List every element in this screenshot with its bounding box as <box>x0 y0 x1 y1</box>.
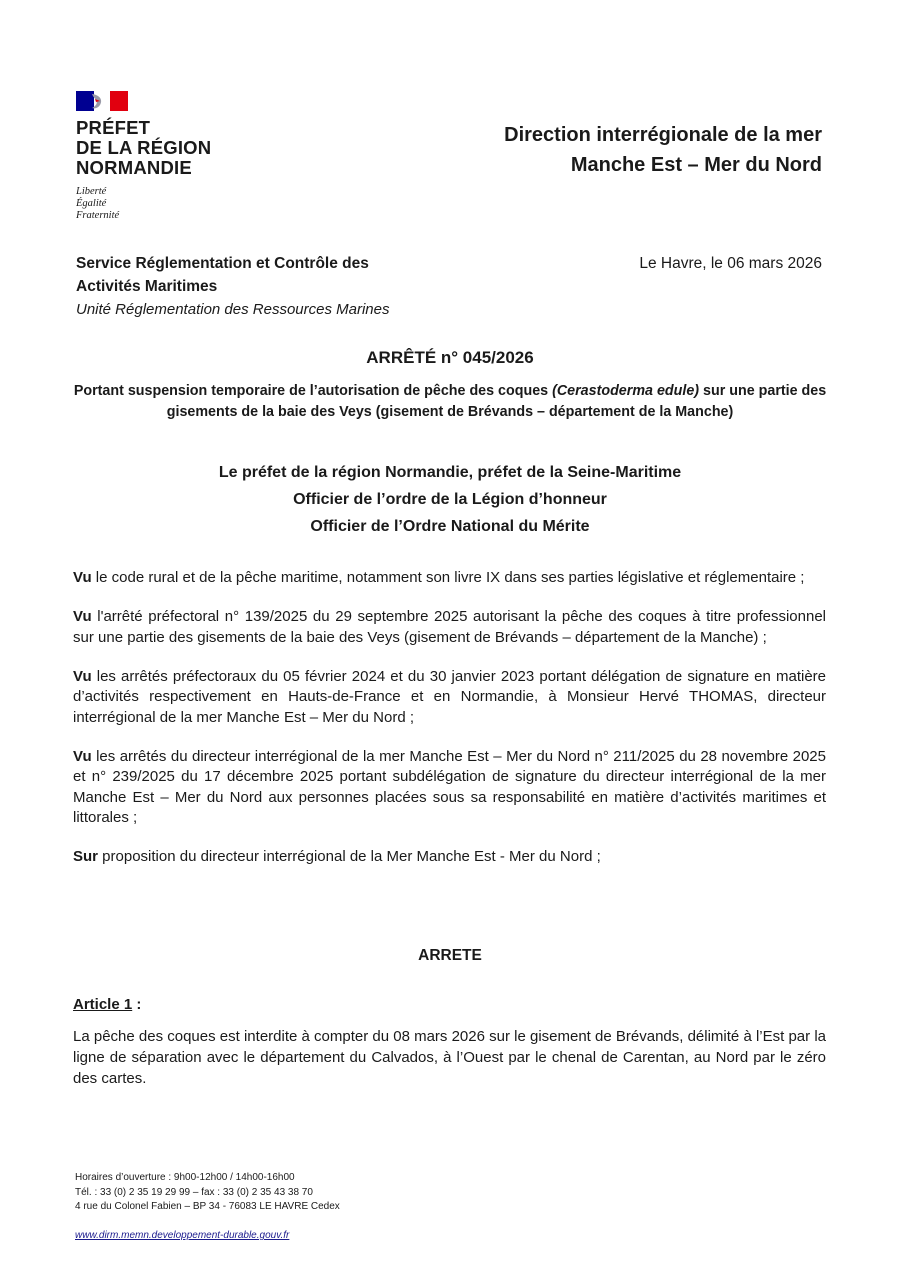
decree-title: ARRÊTÉ n° 045/2026 <box>366 348 534 367</box>
arrete-heading: ARRETE <box>418 947 482 964</box>
prefet-title-3: Officier de l’Ordre National du Mérite <box>310 518 590 535</box>
considerant-text: le code rural et de la pêche maritime, notamment son livre IX dans ses parties législative et réglementaire ; <box>91 569 805 586</box>
considerant-3 <box>73 667 826 729</box>
direction-line-1: Direction interrégionale de la mer <box>504 124 822 146</box>
considerant-lead: Sur <box>73 848 99 865</box>
decree-subtitle <box>73 381 827 423</box>
considerants <box>73 568 826 886</box>
considerant-text: les arrêtés préfectoraux du 05 février 2024 et du 30 janvier 2023 portant délégation de signature en matière d’activités respectivement en Hauts-de-France et en Normandie, à Monsieur Hervé THOMAS, directeur interrégional de la mer Manche Est – Mer du Nord ; <box>73 667 826 726</box>
considerant-lead: Vu <box>73 747 92 765</box>
republic-motto <box>76 186 156 218</box>
considerant-4 <box>73 747 826 829</box>
footer-phone: Tél. : 33 (0) 2 35 19 29 99 – fax : 33 (0) 2 35 43 38 70 <box>75 1186 313 1198</box>
service-block <box>76 252 456 321</box>
subtitle-part-1: Portant suspension temporaire de l’autorisation de pêche des coques <box>73 383 553 399</box>
considerant-2 <box>73 607 826 648</box>
article-1-label: Article 1 <box>73 996 133 1013</box>
marianne-flag-logo <box>76 91 128 111</box>
considerant-text: l'arrêté préfectoral n° 139/2025 du 29 septembre 2025 autorisant la pêche des coques à titre professionnel sur une partie des gisements de la baie des Veys (gisement de Brévands – département de la Manche) ; <box>73 608 826 646</box>
considerant-lead: Vu <box>73 569 92 586</box>
motto-liberte: Liberté <box>76 186 107 197</box>
service-line-1: Service Réglementation et Contrôle des <box>76 255 369 272</box>
considerant-text: proposition du directeur interrégional de la Mer Manche Est - Mer du Nord ; <box>98 848 601 865</box>
motto-fraternite: Fraternité <box>76 210 120 218</box>
prefet-title-1: Le préfet de la région Normandie, préfet de la Seine-Maritime <box>218 464 682 481</box>
footer-address: 4 rue du Colonel Fabien – BP 34 - 76083 LE HAVRE Cedex <box>75 1201 340 1212</box>
service-unit: Unité Réglementation des Ressources Marines <box>76 301 390 318</box>
prefet-line-3: NORMANDIE <box>76 157 192 178</box>
footer-contact <box>75 1171 475 1215</box>
direction-heading <box>402 120 822 180</box>
considerant-lead: Vu <box>73 608 92 625</box>
considerant-1 <box>73 568 826 589</box>
article-1-title <box>73 996 141 1013</box>
service-line-2: Activités Maritimes <box>76 278 218 295</box>
footer-hours: Horaires d’ouverture : 9h00-12h00 / 14h00-16h00 <box>75 1172 295 1183</box>
considerant-5 <box>73 847 826 868</box>
subtitle-part-2: sur une partie des gisements de la baie des Veys (gisement de Brévands – département de la Manche) <box>166 383 827 420</box>
direction-line-2: Manche Est – Mer du Nord <box>570 154 822 176</box>
considerant-lead: Vu <box>73 667 92 685</box>
subtitle-species: (Cerastoderma edule) <box>552 383 700 399</box>
article-1-text: La pêche des coques est interdite à compter du 08 mars 2026 sur le gisement de Brévands, délimité à l’Est par la ligne de séparation avec le département du Calvados, à l’Ouest par le chenal de Carentan, au Nord par le zéro des cartes. <box>73 1028 826 1087</box>
motto-egalite: Égalité <box>76 198 107 209</box>
document-date: Le Havre, le 06 mars 2026 <box>639 255 822 272</box>
considerant-text: les arrêtés du directeur interrégional de la mer Manche Est – Mer du Nord n° 211/2025 du 28 novembre 2025 et n° 239/2025 du 17 décembre 2025 portant subdélégation de signature du directeur interrégional de la mer Manche Est – Mer du Nord aux personnes placées sous sa responsabilité en matière d’activités maritimes et littorales ; <box>73 747 826 826</box>
prefet-title-2: Officier de l’ordre de la Légion d’honneur <box>293 491 607 508</box>
article-1-colon: : <box>132 996 142 1013</box>
prefet-line-2: DE LA RÉGION <box>76 137 212 158</box>
prefet-logo-text <box>76 118 276 178</box>
prefet-titles <box>73 459 827 540</box>
prefet-line-1: PRÉFET <box>76 117 151 138</box>
website-link[interactable]: www.dirm.memn.developpement-durable.gouv.fr <box>75 1230 290 1241</box>
